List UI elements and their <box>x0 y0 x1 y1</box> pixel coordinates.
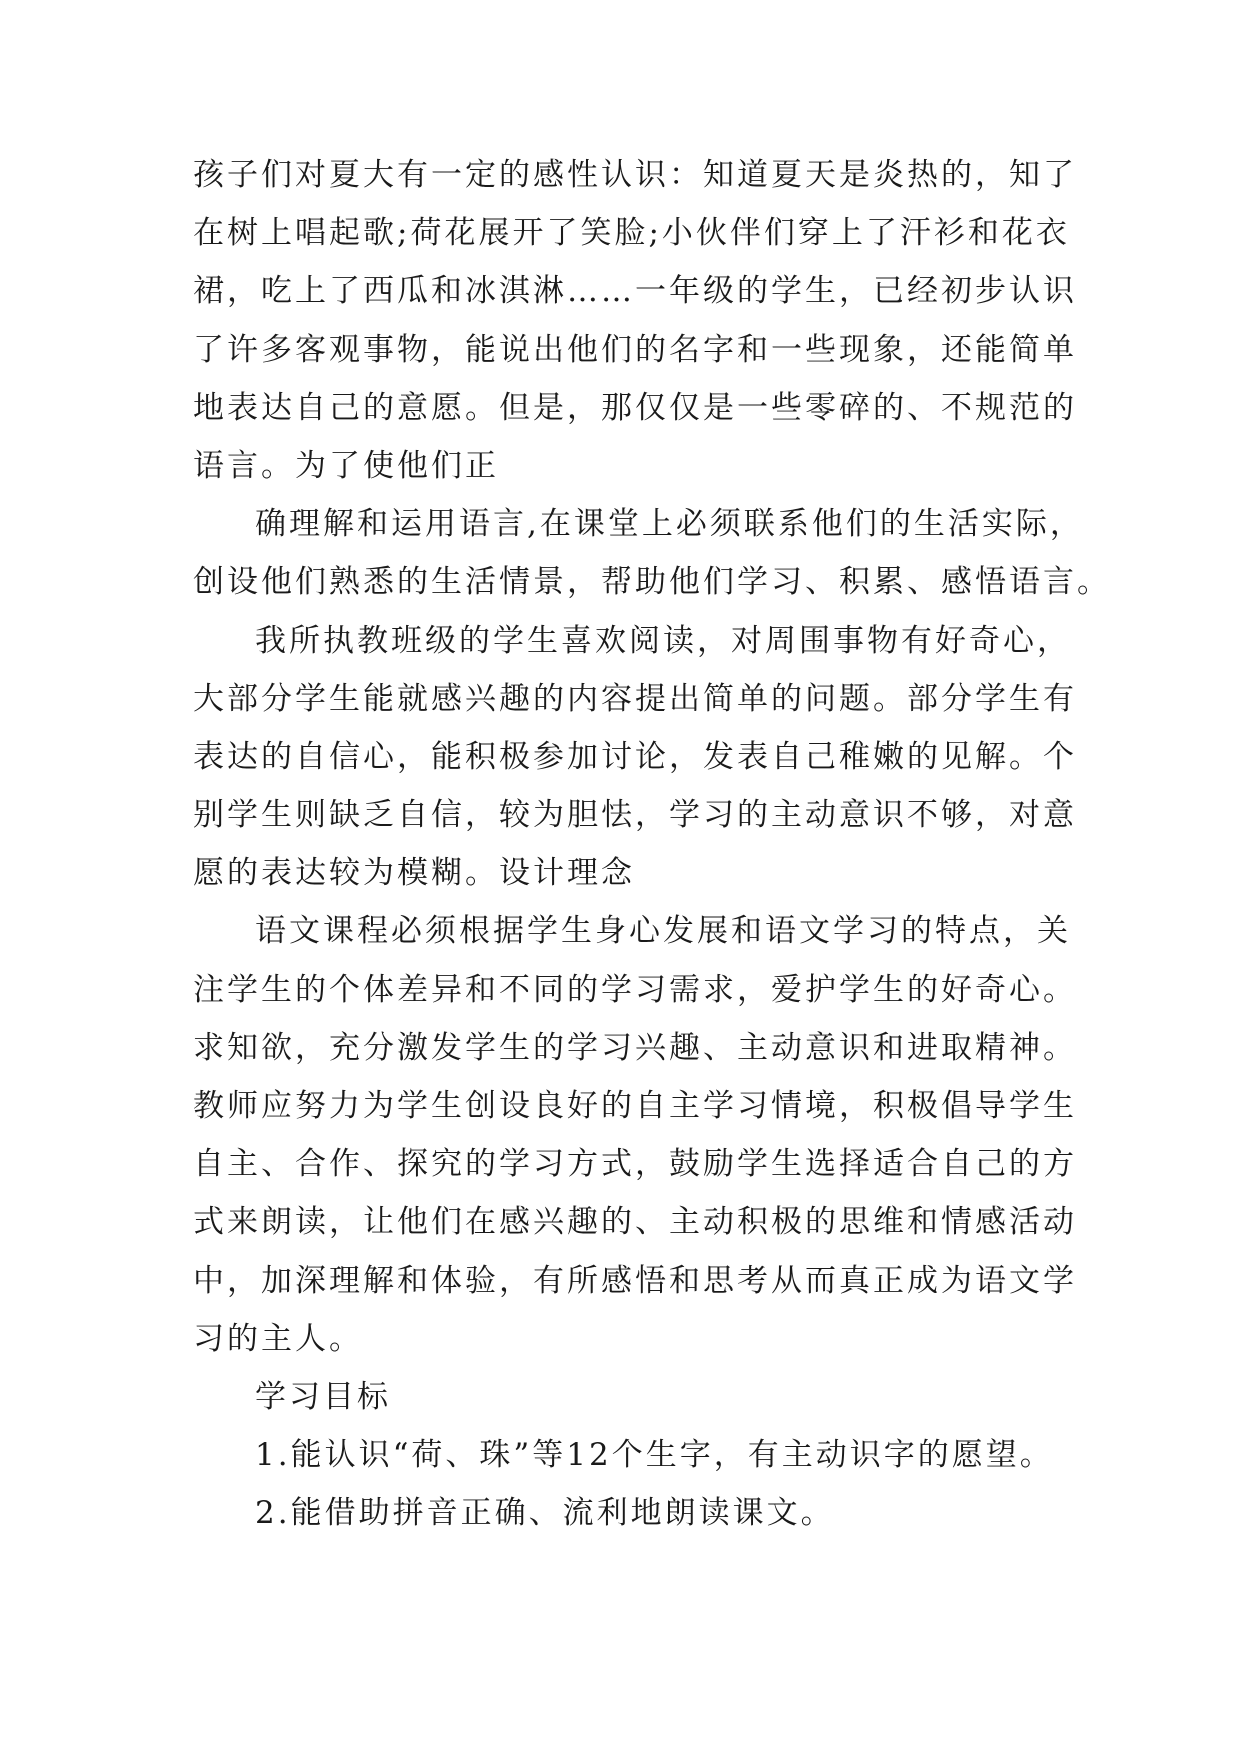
text-line: 裙，吃上了西瓜和冰淇淋……一年级的学生，已经初步认识 <box>193 273 1077 310</box>
text-line: 自主、合作、探究的学习方式，鼓励学生选择适合自己的方 <box>193 1146 1077 1183</box>
text-line: 地表达自己的意愿。但是，那仅仅是一些零碎的、不规范的 <box>193 389 1077 426</box>
text-line: 式来朗读，让他们在感兴趣的、主动积极的思维和情感活动 <box>193 1204 1077 1241</box>
text-line: 1.能认识“荷、珠”等12个生字，有主动识字的愿望。 <box>255 1437 1054 1474</box>
text-line: 大部分学生能就感兴趣的内容提出简单的问题。部分学生有 <box>193 680 1077 717</box>
text-line: 孩子们对夏大有一定的感性认识：知道夏天是炎热的，知了 <box>193 157 1077 193</box>
text-line: 学习目标 <box>255 1378 391 1415</box>
text-line: 教师应努力为学生创设良好的自主学习情境，积极倡导学生 <box>193 1088 1077 1124</box>
text-line: 语文课程必须根据学生身心发展和语文学习的特点，关 <box>255 913 1071 950</box>
text-line: 求知欲，充分激发学生的学习兴趣、主动意识和进取精神。 <box>193 1029 1077 1066</box>
text-line: 中，加深理解和体验，有所感悟和思考从而真正成为语文学 <box>193 1262 1077 1299</box>
text-line: 2.能借助拼音正确、流利地朗读课文。 <box>255 1495 835 1532</box>
text-line: 愿的表达较为模糊。设计理念 <box>193 855 635 892</box>
text-line: 确理解和运用语言,在课堂上必须联系他们的生活实际， <box>255 506 1084 543</box>
text-line: 在树上唱起歌;荷花展开了笑脸;小伙伴们穿上了汗衫和花衣 <box>193 215 1070 252</box>
text-line: 了许多客观事物，能说出他们的名字和一些现象，还能简单 <box>193 331 1077 368</box>
text-line: 创设他们熟悉的生活情景，帮助他们学习、积累、感悟语言。 <box>193 564 1111 601</box>
text-line: 注学生的个体差异和不同的学习需求，爱护学生的好奇心。 <box>193 971 1077 1008</box>
text-line: 我所执教班级的学生喜欢阅读，对周围事物有好奇心， <box>255 622 1071 659</box>
text-line: 别学生则缺乏自信，较为胆怯，学习的主动意识不够，对意 <box>193 797 1077 834</box>
document-body <box>193 146 1111 1543</box>
text-line: 习的主人。 <box>193 1320 363 1357</box>
text-line: 表达的自信心，能积极参加讨论，发表自己稚嫩的见解。个 <box>193 738 1077 775</box>
text-line: 语言。为了使他们正 <box>193 447 499 484</box>
